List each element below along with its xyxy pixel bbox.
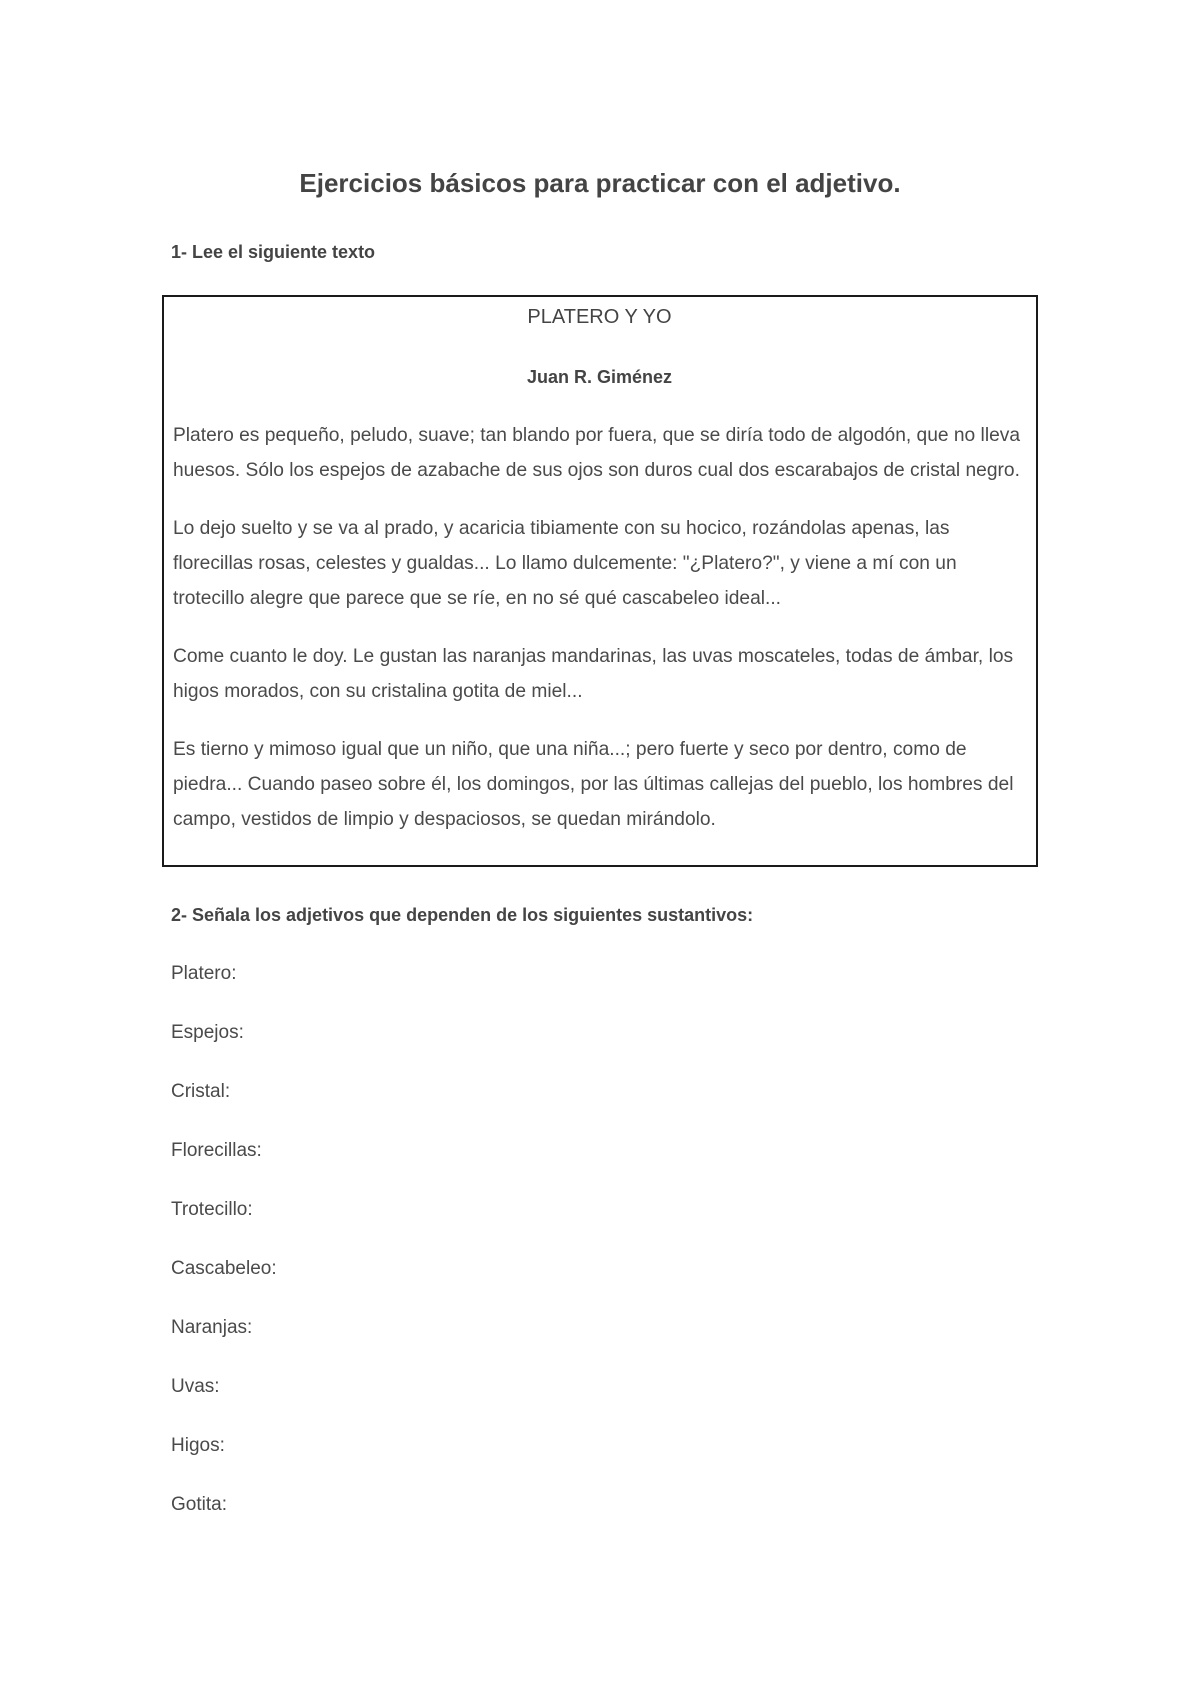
instruction-identify-adjectives: 2- Señala los adjetivos que dependen de los siguientes sustantivos: [171,905,754,925]
reading-text-box [162,295,1038,867]
text-paragraph: Platero es pequeño, peludo, suave; tan blando por fuera, que se diría todo de algodón, que no lleva huesos. Sólo los espejos de azabache de sus ojos son duros cual dos escarabajos de cristal negro. [173,425,1021,481]
text-paragraph: Come cuanto le doy. Le gustan las naranjas mandarinas, las uvas moscateles, todas de ámbar, los higos morados, con su cristalina gotita de miel... [173,646,1014,702]
instruction-read-text: 1- Lee el siguiente texto [171,242,376,262]
noun-item-trotecillo: Trotecillo: [171,1199,253,1220]
noun-item-florecillas: Florecillas: [171,1140,262,1161]
noun-item-platero: Platero: [171,963,237,984]
noun-item-cascabeleo: Cascabeleo: [171,1258,277,1279]
page-title: Ejercicios básicos para practicar con el adjetivo. [299,168,901,198]
noun-item-espejos: Espejos: [171,1022,244,1043]
noun-list [171,962,277,1552]
noun-item-uvas: Uvas: [171,1376,220,1397]
noun-item-gotita: Gotita: [171,1494,227,1515]
text-paragraph: Lo dejo suelto y se va al prado, y acaricia tibiamente con su hocico, rozándolas apenas, las florecillas rosas, celestes y gualdas... Lo llamo dulcemente: "¿Platero?", y viene a mí con un trotecillo alegre que parece que se ríe, en no sé qué cascabeleo ideal... [173,518,957,609]
text-paragraph: Es tierno y mimoso igual que un niño, que una niña...; pero fuerte y seco por dentro, como de piedra... Cuando paseo sobre él, los domingos, por las últimas callejas del pueblo, los hombres del campo, vestidos de limpio y despaciosos, se quedan mirándolo. [173,739,1014,830]
noun-item-cristal: Cristal: [171,1081,231,1102]
text-author: Juan R. Giménez [526,367,673,387]
noun-item-higos: Higos: [171,1435,225,1456]
noun-item-naranjas: Naranjas: [171,1317,253,1338]
text-title: PLATERO Y YO [527,306,672,328]
